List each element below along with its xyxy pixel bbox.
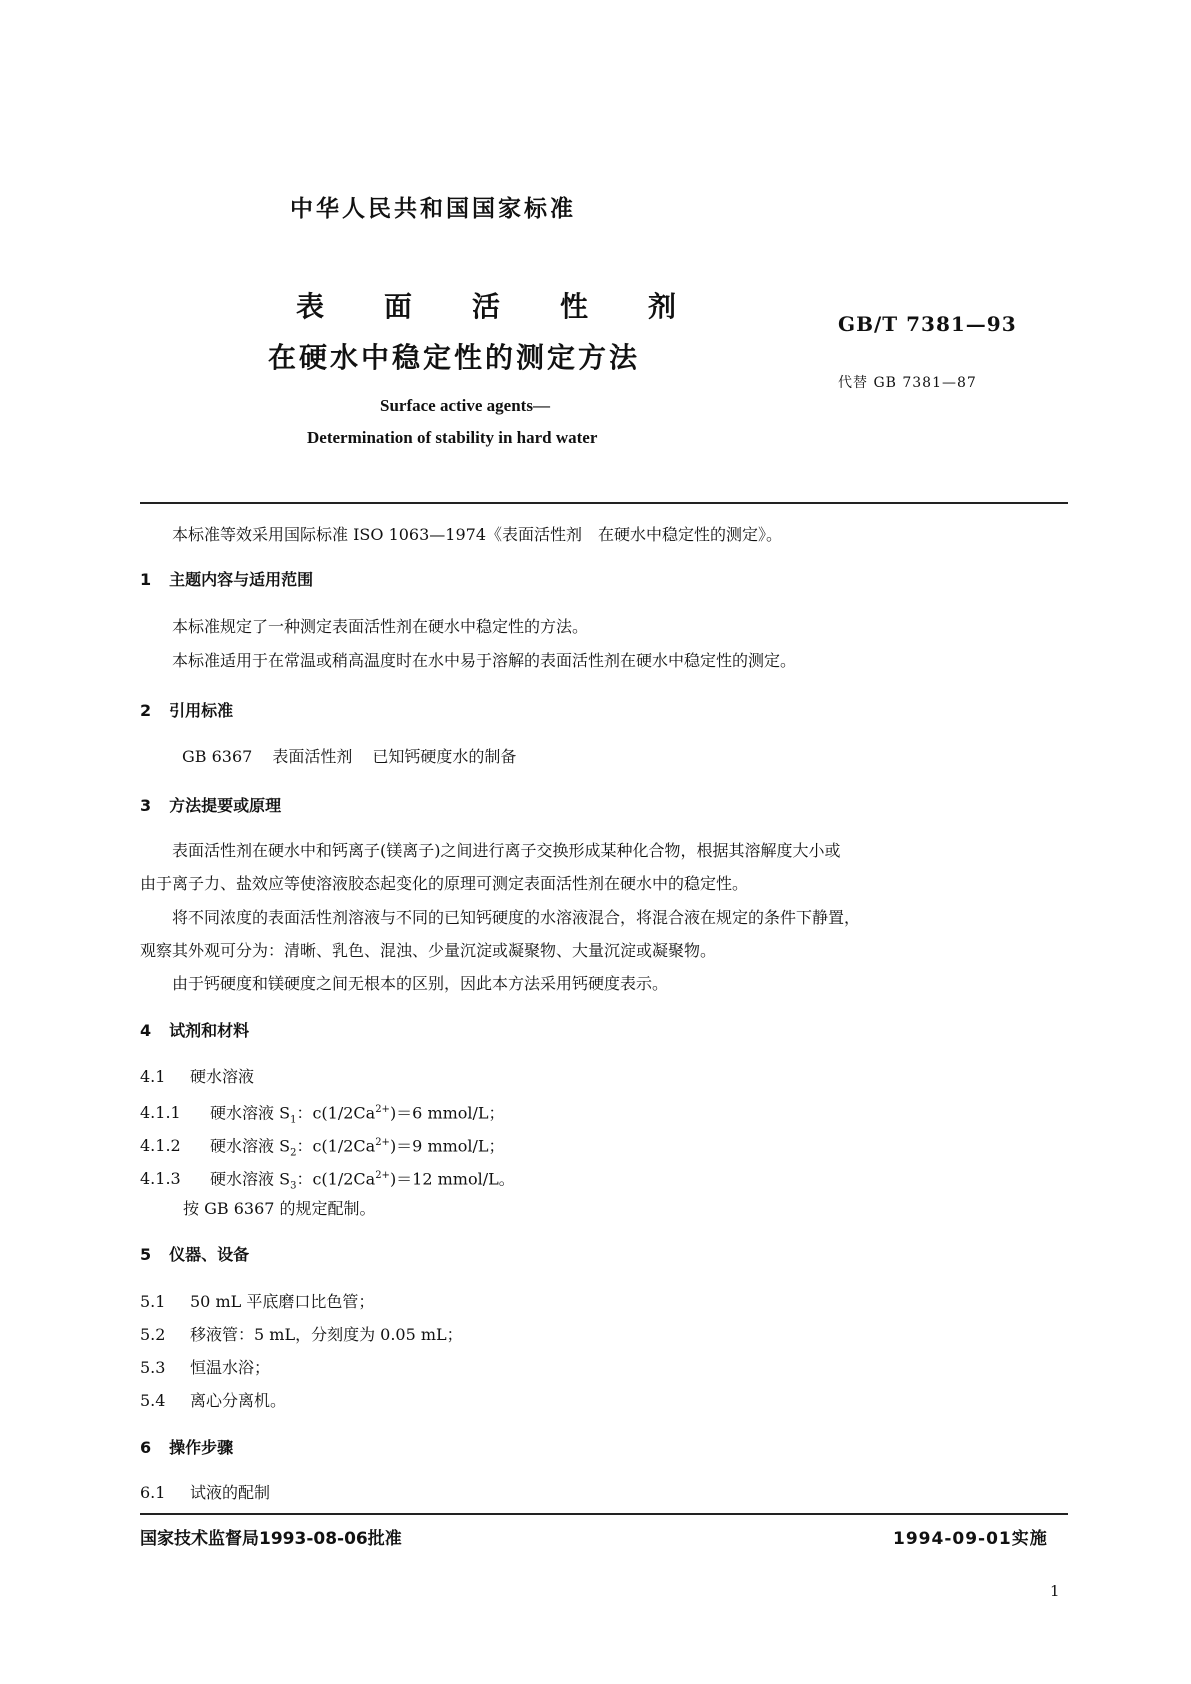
clause-number: 4.1	[140, 1067, 166, 1086]
section-number: 2	[140, 701, 152, 720]
bottom-divider	[140, 1513, 1068, 1515]
s3-paragraph-2b: 观察其外观可分为：清晰、乳色、混浊、少量沉淀或凝聚物、大量沉淀或凝聚物。	[140, 941, 717, 960]
s3-paragraph-3: 由于钙硬度和镁硬度之间无根本的区别，因此本方法采用钙硬度表示。	[172, 974, 669, 993]
clause-6-1	[140, 1483, 270, 1503]
reference-code: GB 6367	[182, 747, 253, 766]
clause-text: 50 mL 平底磨口比色管；	[190, 1292, 375, 1311]
top-divider	[140, 502, 1068, 504]
section-number: 4	[140, 1021, 152, 1040]
section-title: 方法提要或原理	[169, 796, 282, 815]
section-6-heading	[140, 1438, 233, 1458]
clause-5-4	[140, 1391, 286, 1411]
title-char: 面	[383, 290, 412, 323]
title-char: 活	[471, 290, 500, 323]
title-cn-line1	[296, 285, 676, 325]
clause-5-1	[140, 1292, 374, 1312]
s3-paragraph-1a: 表面活性剂在硬水中和钙离子(镁离子)之间进行离子交换形成某种化合物，根据其溶解度大小或	[172, 841, 841, 860]
section-3-heading	[140, 796, 281, 816]
section-number: 6	[140, 1438, 152, 1457]
clause-4-1-1: 4.1.1 硬水溶液 $S_1$：$c(1/2Ca^{2+})=6$ mmol/L；	[140, 1103, 505, 1126]
clause-4-1-2: 4.1.2 硬水溶液 $S_2$：$c(1/2Ca^{2+})=9$ mmol/L；	[140, 1136, 505, 1159]
s4-note: 按 GB 6367 的规定配制。	[183, 1199, 376, 1218]
national-standard-heading: 中华人民共和国国家标准	[290, 196, 576, 222]
standard-number: GB/T 7381—93	[838, 312, 1017, 336]
section-5-heading	[140, 1245, 249, 1265]
clause-5-3	[140, 1358, 270, 1378]
section-number: 3	[140, 796, 152, 815]
effective-date: 1994-09-01实施	[893, 1529, 1048, 1549]
clause-number: 5.2	[140, 1325, 166, 1344]
clause-text: 试液的配制	[190, 1483, 271, 1502]
clause-4-1	[140, 1067, 254, 1087]
reference-title-a: 表面活性剂	[272, 747, 353, 766]
title-cn-line2: 在硬水中稳定性的测定方法	[268, 341, 641, 374]
title-char: 剂	[647, 290, 676, 323]
reference-title-b: 已知钙硬度水的制备	[372, 747, 517, 766]
section-title: 主题内容与适用范围	[169, 570, 314, 589]
section-number: 1	[140, 570, 152, 589]
section-4-heading	[140, 1021, 249, 1041]
title-char: 表	[296, 290, 325, 323]
section-number: 5	[140, 1245, 152, 1264]
intro-paragraph: 本标准等效采用国际标准 ISO 1063—1974《表面活性剂 在硬水中稳定性的测定》。	[172, 525, 783, 544]
section-1-heading	[140, 570, 313, 590]
section-title: 引用标准	[169, 701, 234, 720]
clause-text: 离心分离机。	[190, 1391, 287, 1410]
reference-standard	[182, 747, 516, 767]
clause-number: 5.1	[140, 1292, 166, 1311]
clause-text: 移液管：5 mL，分刻度为 0.05 mL；	[190, 1325, 463, 1344]
clause-number: 5.3	[140, 1358, 166, 1377]
section-title: 仪器、设备	[169, 1245, 250, 1264]
s3-paragraph-1b: 由于离子力、盐效应等使溶液胶态起变化的原理可测定表面活性剂在硬水中的稳定性。	[140, 874, 749, 893]
section-title: 试剂和材料	[169, 1021, 250, 1040]
clause-5-2	[140, 1325, 463, 1345]
s1-paragraph-2: 本标准适用于在常温或稍高温度时在水中易于溶解的表面活性剂在硬水中稳定性的测定。	[172, 651, 797, 670]
title-en-line1: Surface active agents—	[380, 396, 550, 415]
approval-date: 国家技术监督局1993-08-06批准	[140, 1529, 402, 1549]
clause-text: 硬水溶液	[190, 1067, 255, 1086]
replaces-note: 代替 GB 7381—87	[838, 375, 977, 391]
s3-paragraph-2a: 将不同浓度的表面活性剂溶液与不同的已知钙硬度的水溶液混合，将混合液在规定的条件下静置，	[172, 908, 861, 927]
page-number: 1	[1050, 1582, 1060, 1600]
clause-number: 5.4	[140, 1391, 166, 1410]
section-title: 操作步骤	[169, 1438, 234, 1457]
clause-text: 恒温水浴；	[190, 1358, 271, 1377]
clause-number: 4.1.2	[140, 1136, 181, 1156]
title-en-line2: Determination of stability in hard water	[307, 428, 598, 447]
clause-number: 6.1	[140, 1483, 166, 1502]
clause-4-1-3: 4.1.3 硬水溶液 $S_3$：$c(1/2Ca^{2+})=12$ mmol/L。	[140, 1169, 515, 1192]
s1-paragraph-1: 本标准规定了一种测定表面活性剂在硬水中稳定性的方法。	[172, 617, 589, 636]
title-char: 性	[559, 290, 588, 323]
section-2-heading	[140, 701, 233, 721]
clause-number: 4.1.1	[140, 1103, 181, 1123]
clause-number: 4.1.3	[140, 1169, 181, 1189]
